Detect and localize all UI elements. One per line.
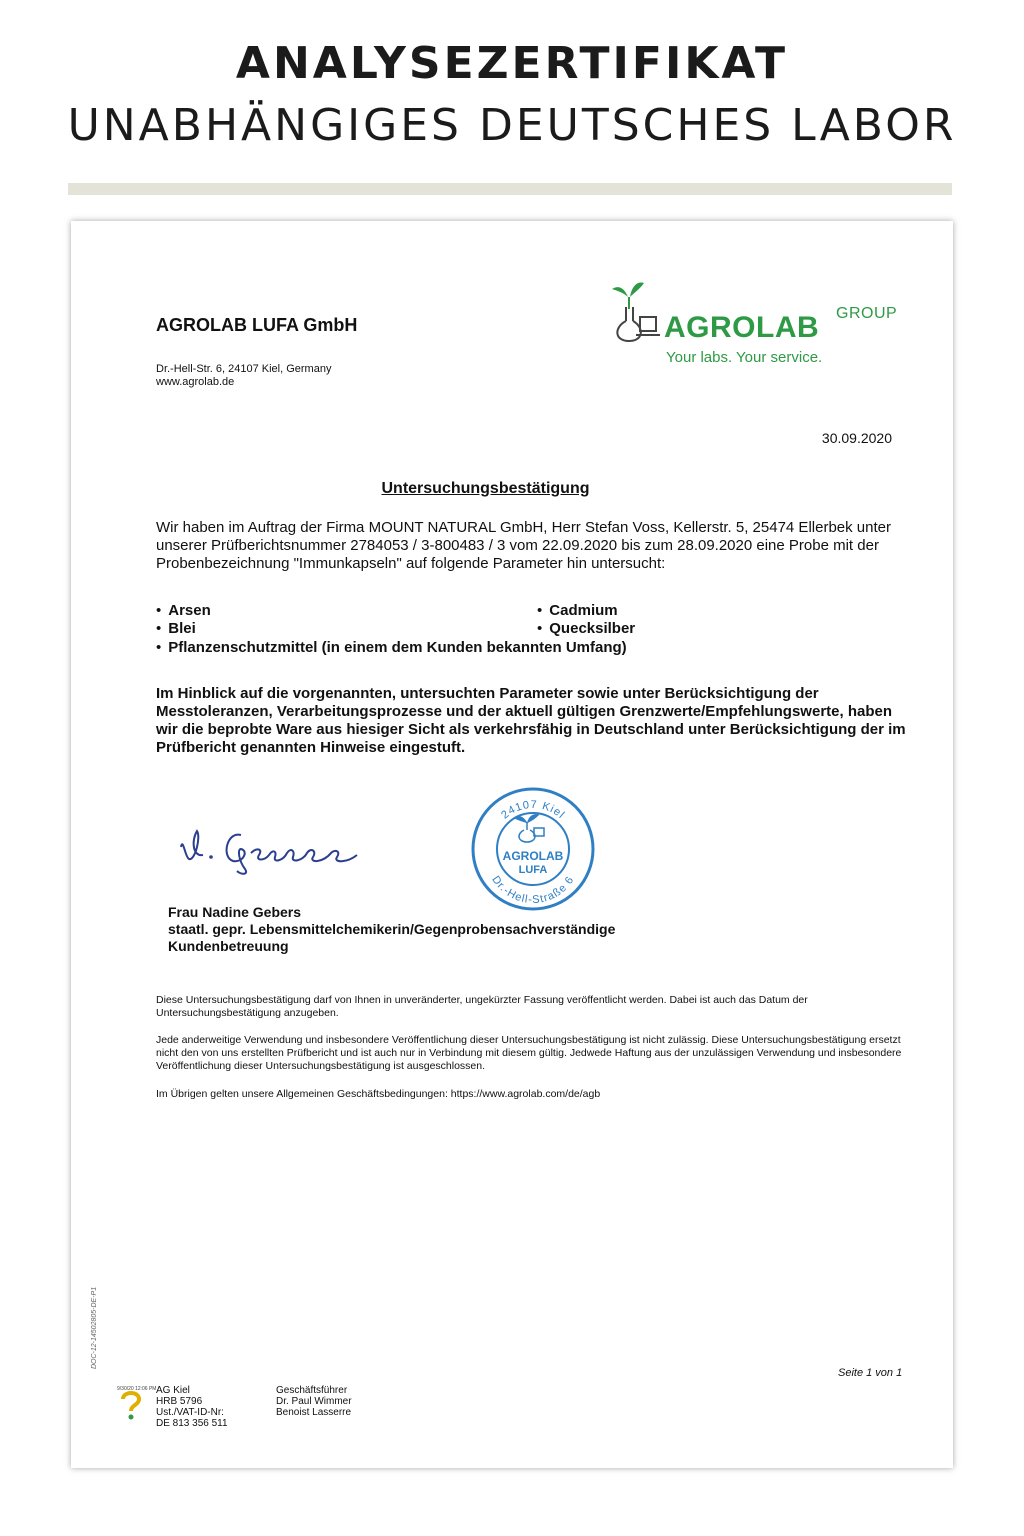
signer-name: Frau Nadine Gebers bbox=[168, 904, 302, 920]
parameter-item bbox=[537, 602, 618, 619]
address-line: Dr.-Hell-Str. 6, 24107 Kiel, Germany bbox=[156, 363, 332, 375]
logo-group-text: GROUP bbox=[836, 305, 898, 322]
certificate-page bbox=[71, 221, 953, 1468]
banner-title: ANALYSEZERTIFIKAT bbox=[235, 38, 789, 89]
bullet-icon: • bbox=[537, 602, 543, 619]
parameter-label: Arsen bbox=[168, 602, 211, 619]
signer-block bbox=[168, 904, 615, 955]
management-info bbox=[276, 1385, 352, 1418]
logo-tagline: Your labs. Your service. bbox=[666, 349, 823, 366]
banner-subtitle: UNABHÄNGIGES DEUTSCHES LABOR bbox=[67, 100, 957, 151]
document-date: 30.09.2020 bbox=[821, 430, 892, 446]
handwritten-signature bbox=[171, 817, 371, 877]
disclaimer-paragraph: Jede anderweitige Verwendung und insbesondere Veröffentlichung dieser Untersuchungsbestätigung ist nicht zulässig. Diese Untersuchungsbestätigung ersetzt nicht den von uns erstellten Prüfbericht und ist auch nur in Verbindung mit diesem gültig. Jedwede Haftung aus der unzulässigen Verwendung und insbesondere Veröffentlichung dieser Untersuchungsbestätigung ist ausgeschlossen. bbox=[156, 1034, 902, 1072]
court-text: AG Kiel bbox=[156, 1385, 190, 1396]
manager-name: Dr. Paul Wimmer bbox=[276, 1396, 352, 1407]
registry-info bbox=[156, 1385, 228, 1429]
bullet-icon: • bbox=[156, 602, 162, 619]
website-text: www.agrolab.de bbox=[156, 376, 235, 388]
hrb-text: HRB 5796 bbox=[156, 1396, 203, 1407]
parameter-label: Blei bbox=[168, 620, 196, 637]
vat-label: Ust./VAT-ID-Nr: bbox=[156, 1407, 224, 1418]
stamp-top-text: 24107 Kiel bbox=[499, 798, 568, 822]
bullet-icon: • bbox=[537, 620, 543, 637]
print-timestamp: 9/30/20 12:06 PM bbox=[117, 1386, 157, 1392]
parameter-label: Cadmium bbox=[549, 602, 618, 619]
document-code: DOC-12-14502805-DE-P1 bbox=[91, 1286, 98, 1369]
page-number: Seite 1 von 1 bbox=[838, 1367, 903, 1379]
parameter-item bbox=[537, 620, 635, 637]
stamp-line2: LUFA bbox=[518, 864, 548, 876]
laboratory-stamp bbox=[468, 784, 598, 914]
banner-divider bbox=[68, 183, 952, 195]
bullet-icon: • bbox=[156, 639, 162, 656]
manager-name: Benoist Lasserre bbox=[276, 1407, 352, 1418]
agrolab-logo bbox=[606, 269, 906, 369]
parameter-label: Quecksilber bbox=[549, 620, 636, 637]
document-heading: Untersuchungsbestätigung bbox=[381, 480, 590, 497]
flask-sprout-icon bbox=[606, 269, 666, 349]
disclaimer-paragraph: Diese Untersuchungsbestätigung darf von Ihnen in unveränderter, ungekürzter Fassung veröffentlicht werden. Dabei ist auch das Datum der Untersuchungsbestätigung anzugeben. bbox=[156, 994, 808, 1019]
parameter-item bbox=[156, 620, 196, 637]
parameter-item bbox=[156, 639, 627, 656]
accreditation-mark-icon bbox=[117, 1389, 145, 1421]
management-label: Geschäftsführer bbox=[276, 1385, 348, 1396]
stamp-flask-icon bbox=[515, 815, 544, 842]
terms-paragraph: Im Übrigen gelten unsere Allgemeinen Geschäftsbedingungen: https://www.agrolab.com/de/agb bbox=[156, 1088, 601, 1100]
assessment-paragraph: Im Hinblick auf die vorgenannten, untersuchten Parameter sowie unter Berücksichtigung der Messtoleranzen, Verarbeitungsprozesse und der aktuell gültigen Grenzwerte/Empfehlungswerte, haben wir die beprobte Ware aus hiesiger Sicht als verkehrsfähig in Deutschland unter Berücksichtigung der im Prüfbericht genannten Hinweise eingestuft. bbox=[156, 685, 906, 756]
stamp-line1: AGROLAB bbox=[502, 849, 564, 863]
intro-paragraph: Wir haben im Auftrag der Firma MOUNT NATURAL GmbH, Herr Stefan Voss, Kellerstr. 5, 25474 Ellerbek unter unserer Prüfberichtsnummer 2784053 / 3-800483 / 3 vom 22.09.2020 bis zum 28.09.2020 eine Probe mit der Probenbezeichnung "Immunkapseln" auf folgende Parameter hin untersucht: bbox=[156, 519, 891, 572]
signer-department: Kundenbetreuung bbox=[168, 938, 289, 954]
company-name: AGROLAB LUFA GmbH bbox=[156, 315, 358, 335]
company-address bbox=[156, 363, 331, 389]
vat-number: DE 813 356 511 bbox=[156, 1418, 228, 1429]
signer-title: staatl. gepr. Lebensmittelchemikerin/Gegenprobensachverständige bbox=[168, 921, 616, 937]
bullet-icon: • bbox=[156, 620, 162, 637]
parameter-item bbox=[156, 602, 211, 619]
logo-wordmark: AGROLAB bbox=[664, 311, 820, 344]
stamp-bottom-text: Dr.-Hell-Straße 6 bbox=[489, 873, 577, 907]
parameter-label: Pflanzenschutzmittel (in einem dem Kunden bekannten Umfang) bbox=[168, 639, 627, 656]
